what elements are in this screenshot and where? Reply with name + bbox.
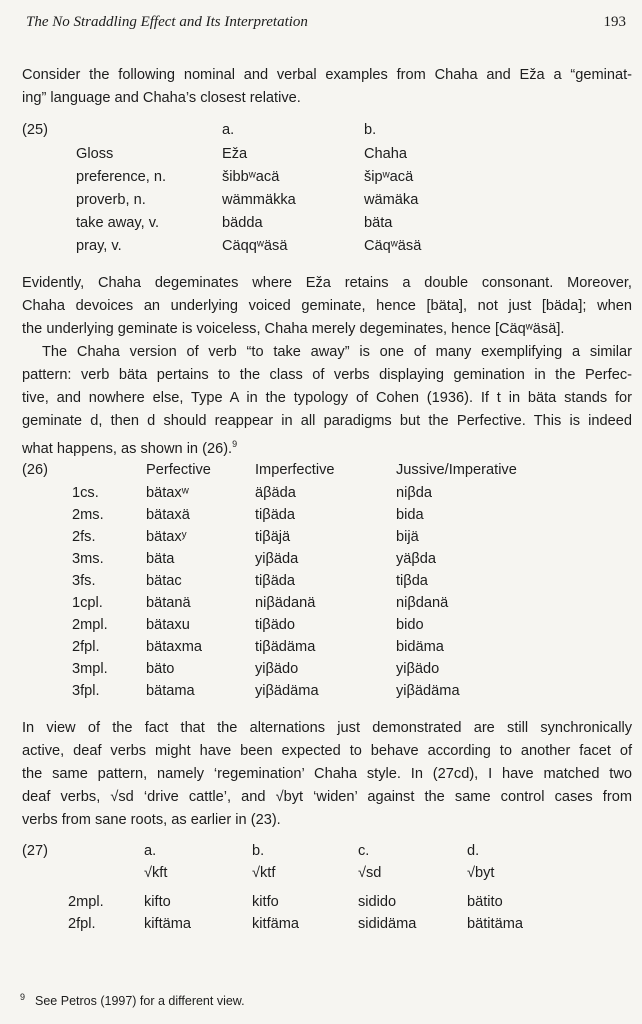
gloss-cell: proverb, n. [76,192,146,208]
text-line: verbs from sane roots, as earlier in (23). [22,812,281,828]
column-letter-b: b. [364,122,377,138]
jussive-cell: yäβda [396,551,437,567]
form-cell: kitfäma [252,916,300,932]
column-letter: b. [252,843,265,859]
text-line: the same pattern, namely ‘regemination’ Chaha style. In (27cd), I have matched two [22,766,632,782]
text-line: what happens, as shown in (26). [22,440,233,457]
person-cell: 2ms. [72,507,104,523]
column-letter: a. [144,843,157,859]
chaha-cell: wämäka [364,192,419,208]
imperfective-cell: niβädanä [255,595,316,611]
text-line: active, deaf verbs might have been expected to behave according to another facet of [22,743,632,759]
column-letter: c. [358,843,370,859]
example-number: (27) [22,843,48,859]
eza-cell: Eža [222,146,248,162]
perfective-cell: bätaxu [146,617,190,633]
jussive-cell: niβdanä [396,595,449,611]
paragraph-chaha-version [22,341,632,461]
perfective-cell: bäta [146,551,175,567]
form-cell: kitfo [252,894,279,910]
jussive-cell: yiβädo [396,661,440,677]
running-head: The No Straddling Effect and Its Interpretation [26,14,308,30]
perfective-cell: bäto [146,661,175,677]
eza-cell: šibbʷacä [222,169,280,185]
person-cell: 3fs. [72,573,96,589]
footnote-text: See Petros (1997) for a different view. [35,994,245,1009]
form-cell: bätitäma [467,916,523,932]
jussive-cell: bidäma [396,639,444,655]
footnote [20,992,245,1008]
eza-cell: wämmäkka [222,192,296,208]
imperfective-cell: tiβädäma [255,639,316,655]
imperfective-cell: tiβäjä [255,529,291,545]
column-header: Jussive/Imperative [396,462,517,478]
imperfective-cell: tiβäda [255,507,296,523]
example-26 [22,462,632,702]
form-cell: kifto [144,894,171,910]
imperfective-cell: tiβäda [255,573,296,589]
root-cell: √byt [467,865,495,881]
person-cell: 2mpl. [72,617,108,633]
text-line: the underlying geminate is voiceless, Chaha merely degeminates, hence [Cäqʷäsä]. [22,321,565,337]
page-header [26,14,626,38]
text-line: pattern: verb bäta pertains to the class of verbs displaying gemination in the Perfec- [22,367,632,383]
root-cell: √kft [144,865,168,881]
text-line: In view of the fact that the alternations just demonstrated are still synchronically [22,720,632,736]
form-cell: sididäma [358,916,417,932]
root-cell: √ktf [252,865,276,881]
person-cell: 3ms. [72,551,104,567]
column-header: Perfective [146,462,211,478]
paragraph-in-view [22,717,632,832]
text-line: deaf verbs, √sd ‘drive cattle’, and √byt ‘widen’ against the same control cases from [22,789,632,805]
form-cell: kiftäma [144,916,192,932]
form-cell: sidido [358,894,397,910]
person-cell: 2mpl. [68,894,104,910]
jussive-cell: bido [396,617,424,633]
text-line: The Chaha version of verb “to take away” is one of many exemplifying a similar [42,344,632,360]
paragraph-evidently [22,272,632,341]
imperfective-cell: tiβädo [255,617,296,633]
jussive-cell: tiβda [396,573,428,589]
person-cell: 3fpl. [72,683,100,699]
example-25 [22,122,632,262]
imperfective-cell: yiβädäma [255,683,319,699]
text-line: ing” language and Chaha’s closest relative. [22,90,301,106]
chaha-cell: bäta [364,215,393,231]
gloss-cell: preference, n. [76,169,167,185]
example-number: (26) [22,462,48,478]
column-letter: d. [467,843,480,859]
root-cell: √sd [358,865,382,881]
footnote-number: 9 [20,992,26,1002]
text-line: Consider the following nominal and verbal examples from Chaha and Eža a “geminat- [22,67,632,83]
form-cell: bätito [467,894,503,910]
footnote-reference[interactable]: 9 [232,439,238,449]
gloss-cell: take away, v. [76,215,160,231]
text-line: Chaha devoices an underlying voiced geminate, hence [bäta], not just [bäda]; when [22,298,632,314]
intro-paragraph [22,64,632,110]
text-line: Evidently, Chaha degeminates where Eža retains a double consonant. Moreover, [22,275,632,291]
gloss-cell: Gloss [76,146,114,162]
column-header: Imperfective [255,462,335,478]
chaha-cell: Chaha [364,146,408,162]
chaha-cell: Cäqʷäsä [364,238,422,254]
text-line: geminate d, then d should reappear in all paradigms but the Perfective. This is indeed [22,413,632,429]
perfective-cell: bätac [146,573,182,589]
jussive-cell: bijä [396,529,419,545]
person-cell: 1cs. [72,485,99,501]
imperfective-cell: äβäda [255,485,296,501]
example-27 [22,843,632,939]
gloss-cell: pray, v. [76,238,122,254]
imperfective-cell: yiβädo [255,661,299,677]
eza-cell: bädda [222,215,263,231]
perfective-cell: bätama [146,683,195,699]
eza-cell: Cäqqʷäsä [222,238,288,254]
perfective-cell: bätaxma [146,639,202,655]
perfective-cell: bätaxʸ [146,529,187,545]
jussive-cell: yiβädäma [396,683,460,699]
perfective-cell: bätaxä [146,507,190,523]
person-cell: 1cpl. [72,595,103,611]
column-letter-a: a. [222,122,235,138]
person-cell: 2fs. [72,529,96,545]
example-number: (25) [22,122,48,138]
perfective-cell: bätaxʷ [146,485,189,501]
jussive-cell: niβda [396,485,432,501]
perfective-cell: bätanä [146,595,191,611]
chaha-cell: šipʷacä [364,169,414,185]
person-cell: 2fpl. [72,639,100,655]
imperfective-cell: yiβäda [255,551,299,567]
jussive-cell: bida [396,507,424,523]
page-number: 193 [603,14,626,30]
person-cell: 3mpl. [72,661,108,677]
person-cell: 2fpl. [68,916,96,932]
text-line: tive, and nowhere else, Type A in the typology of Cohen (1936). If t in bäta stands for [22,390,632,406]
